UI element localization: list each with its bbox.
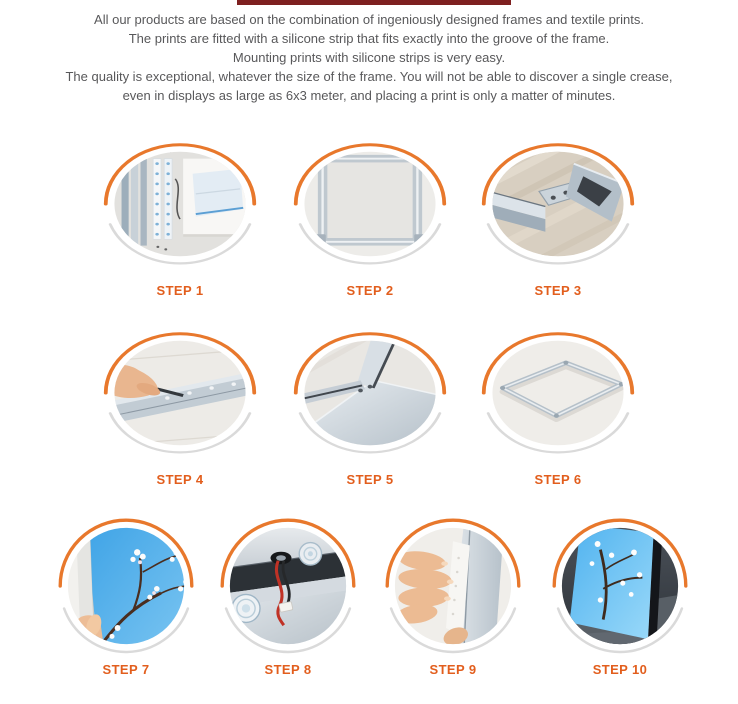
step-item: [550, 516, 690, 682]
step-item: [291, 141, 449, 303]
step-label: STEP 4: [156, 472, 204, 487]
step-item: [101, 330, 259, 492]
step-item: [291, 330, 449, 492]
step-label: STEP 1: [156, 283, 204, 298]
step-label: STEP 8: [264, 662, 312, 677]
step-label: STEP 10: [592, 662, 648, 677]
led-wiring-inside-frame-photo: [218, 516, 358, 656]
frame-parts-and-led-strips-photo: [101, 141, 259, 267]
intro-line: All our products are based on the combination of ingeniously designed frames and textile prints.: [94, 12, 644, 27]
step-label: STEP 2: [346, 283, 394, 298]
intro-text: [0, 10, 738, 105]
step-label: STEP 9: [429, 662, 477, 677]
corner-bracket-joint-photo: [479, 141, 637, 267]
finished-lightbox-photo: [550, 516, 690, 656]
step-item: [218, 516, 358, 682]
intro-line: even in displays as large as 6x3 meter, and placing a print is only a matter of minutes.: [122, 88, 616, 103]
step-item: [479, 330, 637, 492]
screwdriver-fixing-profile-photo: [101, 330, 259, 456]
empty-frame-perspective-photo: [479, 330, 637, 456]
banner-edge: [237, 0, 511, 5]
inserting-print-photo: [56, 516, 196, 656]
step-item: [479, 141, 637, 303]
intro-line: The quality is exceptional, whatever the size of the frame. You will not be able to discover a single crease,: [65, 69, 673, 84]
intro-line: Mounting prints with silicone strips is very easy.: [232, 50, 506, 65]
step-item: [383, 516, 523, 682]
step-item: [101, 141, 259, 303]
assembled-square-frame-photo: [291, 141, 449, 267]
intro-line: The prints are fitted with a silicone strip that fits exactly into the groove of the frame.: [128, 31, 610, 46]
pressing-silicone-edge-photo: [383, 516, 523, 656]
step-label: STEP 7: [102, 662, 150, 677]
step-label: STEP 3: [534, 283, 582, 298]
step-label: STEP 5: [346, 472, 394, 487]
step-label: STEP 6: [534, 472, 582, 487]
step-item: [56, 516, 196, 682]
frame-corner-closeup-photo: [291, 330, 449, 456]
